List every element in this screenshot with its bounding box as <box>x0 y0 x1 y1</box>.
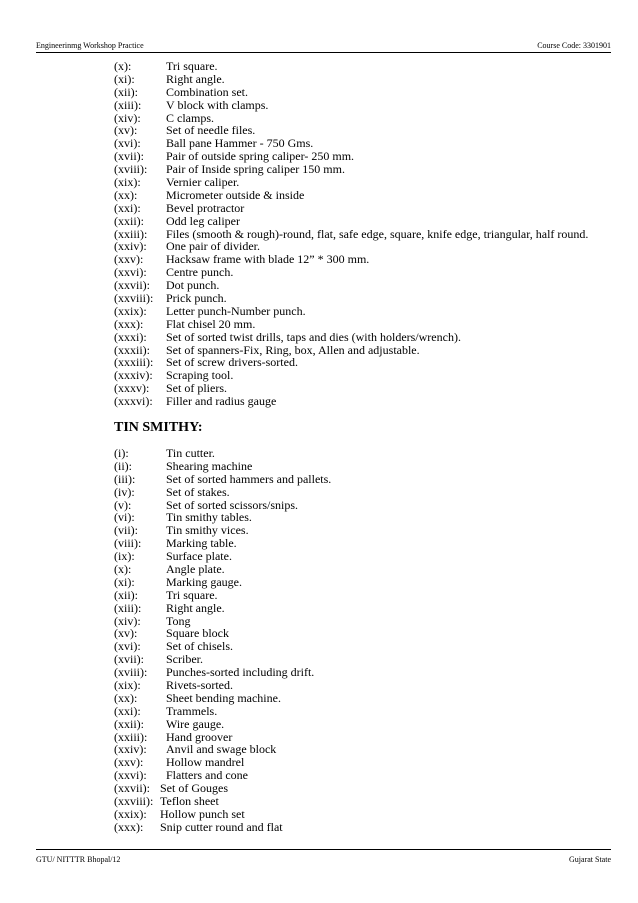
list-item-number: (xxii): <box>114 716 144 731</box>
list-item-text: Files (smooth & rough)-round, flat, safe edge, square, knife edge, triangular, half round. <box>166 226 589 241</box>
list-item-number: (xxiii): <box>114 226 148 241</box>
list-item-text: Combination set. <box>166 84 248 99</box>
list-item-number: (xi): <box>114 574 135 589</box>
list-item <box>114 473 614 486</box>
list-item-number: (xx): <box>114 187 138 202</box>
list-item-text: Square block <box>166 626 229 641</box>
list-item-number: (xxxii): <box>114 342 150 357</box>
list-item-number: (xv): <box>114 626 138 641</box>
list-item <box>114 60 614 73</box>
list-item-text: Hacksaw frame with blade 12” * 300 mm. <box>166 252 370 267</box>
list-item-number: (xxv): <box>114 755 144 770</box>
list-item-text: Tri square. <box>166 59 218 73</box>
list-item-number: (xix): <box>114 678 141 693</box>
equipment-list-1 <box>114 60 614 408</box>
page-header <box>36 41 611 50</box>
list-item-text: Teflon sheet <box>160 794 219 809</box>
list-item-number: (xxiv): <box>114 239 147 254</box>
list-item-text: Right angle. <box>166 600 225 615</box>
list-item-number: (xiv): <box>114 110 141 125</box>
list-item-text: Tri square. <box>166 587 218 602</box>
list-item <box>114 808 614 821</box>
list-item <box>114 602 614 615</box>
list-item-number: (x): <box>114 562 132 577</box>
list-item-number: (xxx): <box>114 819 144 834</box>
list-item <box>114 718 614 731</box>
list-item-number: (xxviii): <box>114 291 154 306</box>
list-item <box>114 305 614 318</box>
list-item-number: (xxxv): <box>114 381 150 396</box>
list-item-text: Marking gauge. <box>166 574 242 589</box>
list-item-text: Flat chisel 20 mm. <box>166 316 256 331</box>
list-item <box>114 576 614 589</box>
list-item-number: (ix): <box>114 549 135 564</box>
list-item-text: Flatters and cone <box>166 768 248 783</box>
list-item <box>114 189 614 202</box>
header-right-text: Course Code: 3301901 <box>537 41 611 50</box>
list-item-text: Shearing machine <box>166 458 253 473</box>
list-item-text: Set of stakes. <box>166 484 230 499</box>
list-item <box>114 460 614 473</box>
list-item-number: (xxvii): <box>114 781 150 796</box>
list-item-number: (xiii): <box>114 600 142 615</box>
list-item <box>114 795 614 808</box>
list-item-text: Tin smithy tables. <box>166 510 252 525</box>
list-item-text: Hollow punch set <box>160 806 245 821</box>
list-item <box>114 215 614 228</box>
list-item-number: (iv): <box>114 484 135 499</box>
list-item-text: Punches-sorted including drift. <box>166 665 315 680</box>
list-item-text: Marking table. <box>166 536 237 551</box>
list-item <box>114 679 614 692</box>
list-item-number: (xxix): <box>114 806 147 821</box>
list-item-text: Pair of outside spring caliper- 250 mm. <box>166 149 355 164</box>
list-item-number: (xxx): <box>114 316 144 331</box>
footer-right-text: Gujarat State <box>569 855 611 864</box>
list-item-number: (xx): <box>114 690 138 705</box>
list-item <box>114 589 614 602</box>
list-item-number: (xix): <box>114 175 141 190</box>
list-item-number: (xxiv): <box>114 742 147 757</box>
list-item-number: (xii): <box>114 587 138 602</box>
list-item-number: (xvii): <box>114 652 144 667</box>
list-item <box>114 292 614 305</box>
list-item-number: (xiv): <box>114 613 141 628</box>
list-item-text: Set of sorted twist drills, taps and dies (with holders/wrench). <box>166 329 461 344</box>
list-item-number: (xxii): <box>114 213 144 228</box>
list-item-text: Centre punch. <box>166 265 234 280</box>
list-item-text: Tin smithy vices. <box>166 523 249 538</box>
list-item-number: (xxvii): <box>114 278 150 293</box>
list-item <box>114 86 614 99</box>
list-item-number: (xviii): <box>114 162 148 177</box>
list-item-text: Prick punch. <box>166 291 227 306</box>
list-item-text: Tin cutter. <box>166 446 215 460</box>
list-item <box>114 318 614 331</box>
list-item-text: Set of sorted scissors/snips. <box>166 497 298 512</box>
list-item-text: Vernier caliper. <box>166 175 240 190</box>
list-item-text: Set of needle files. <box>166 123 256 138</box>
list-item-number: (xvii): <box>114 149 144 164</box>
list-item <box>114 692 614 705</box>
list-item-number: (x): <box>114 59 132 73</box>
list-item-number: (xxi): <box>114 200 141 215</box>
list-item <box>114 202 614 215</box>
list-item-text: Set of screw drivers-sorted. <box>166 355 298 370</box>
list-item-text: Pair of Inside spring caliper 150 mm. <box>166 162 345 177</box>
list-item-text: Set of spanners-Fix, Ring, box, Allen and adjustable. <box>166 342 420 357</box>
list-item-number: (xxxiv): <box>114 368 153 383</box>
list-item-text: Odd leg caliper <box>166 213 240 228</box>
list-item-number: (iii): <box>114 471 136 486</box>
list-item <box>114 705 614 718</box>
list-item-text: Set of pliers. <box>166 381 227 396</box>
list-item-text: Angle plate. <box>166 562 225 577</box>
list-item-number: (vi): <box>114 510 135 525</box>
list-item-text: Surface plate. <box>166 549 232 564</box>
list-item-text: Ball pane Hammer - 750 Gms. <box>166 136 314 151</box>
list-item-number: (xxv): <box>114 252 144 267</box>
list-item <box>114 99 614 112</box>
list-item-text: Anvil and swage block <box>166 742 277 757</box>
list-item-text: Set of Gouges <box>160 781 228 796</box>
list-item-number: (xvi): <box>114 136 141 151</box>
list-item-text: Wire gauge. <box>166 716 225 731</box>
list-item-number: (vii): <box>114 523 138 538</box>
list-item <box>114 331 614 344</box>
list-item-text: Hand groover <box>166 729 233 744</box>
footer-rule <box>36 849 611 850</box>
equipment-list-tin-smithy <box>114 447 614 834</box>
list-item-text: Snip cutter round and flat <box>160 819 283 834</box>
list-item-text: Dot punch. <box>166 278 220 293</box>
list-item-text: Rivets-sorted. <box>166 678 233 693</box>
list-item-text: Trammels. <box>166 703 218 718</box>
footer-left-text: GTU/ NITTTR Bhopal/12 <box>36 855 121 864</box>
list-item-number: (v): <box>114 497 132 512</box>
list-item-number: (xxiii): <box>114 729 148 744</box>
header-left-text: Engineerinmg Workshop Practice <box>36 41 144 50</box>
list-item-text: Letter punch-Number punch. <box>166 303 306 318</box>
list-item <box>114 821 614 834</box>
header-rule <box>36 52 611 53</box>
list-item <box>114 563 614 576</box>
list-item-number: (xv): <box>114 123 138 138</box>
list-item-number: (i): <box>114 446 129 460</box>
list-item <box>114 395 614 408</box>
list-item-number: (xxi): <box>114 703 141 718</box>
list-item-text: One pair of divider. <box>166 239 260 254</box>
list-item-number: (xvi): <box>114 639 141 654</box>
list-item-text: Bevel protractor <box>166 200 245 215</box>
list-item-number: (xxxvi): <box>114 394 153 409</box>
list-item-number: (xxvi): <box>114 265 147 280</box>
list-item <box>114 486 614 499</box>
list-item-number: (xii): <box>114 84 138 99</box>
list-item-text: Sheet bending machine. <box>166 690 281 705</box>
list-item-text: Right angle. <box>166 71 225 86</box>
list-item <box>114 73 614 86</box>
page-footer <box>36 855 611 864</box>
list-item-text: Hollow mandrel <box>166 755 245 770</box>
list-item-number: (xiii): <box>114 97 142 112</box>
list-item <box>114 176 614 189</box>
list-item-number: (xi): <box>114 71 135 86</box>
list-item-number: (viii): <box>114 536 142 551</box>
list-item-text: Set of chisels. <box>166 639 233 654</box>
section-title: TIN SMITHY: <box>114 420 203 435</box>
list-item-text: Set of sorted hammers and pallets. <box>166 471 332 486</box>
list-item-number: (xxviii): <box>114 794 154 809</box>
list-item-text: Tong <box>166 613 191 628</box>
list-item-text: Scriber. <box>166 652 203 667</box>
list-item-number: (xxxiii): <box>114 355 154 370</box>
list-item-number: (xxxi): <box>114 329 147 344</box>
list-item-text: Scraping tool. <box>166 368 234 383</box>
list-item-number: (xviii): <box>114 665 148 680</box>
list-item-text: Micrometer outside & inside <box>166 187 305 202</box>
list-item-number: (xxix): <box>114 303 147 318</box>
list-item-text: C clamps. <box>166 110 214 125</box>
list-item-number: (ii): <box>114 458 132 473</box>
list-item <box>114 447 614 460</box>
list-item-number: (xxvi): <box>114 768 147 783</box>
list-item-text: V block with clamps. <box>166 97 269 112</box>
list-item-text: Filler and radius gauge <box>166 394 277 409</box>
